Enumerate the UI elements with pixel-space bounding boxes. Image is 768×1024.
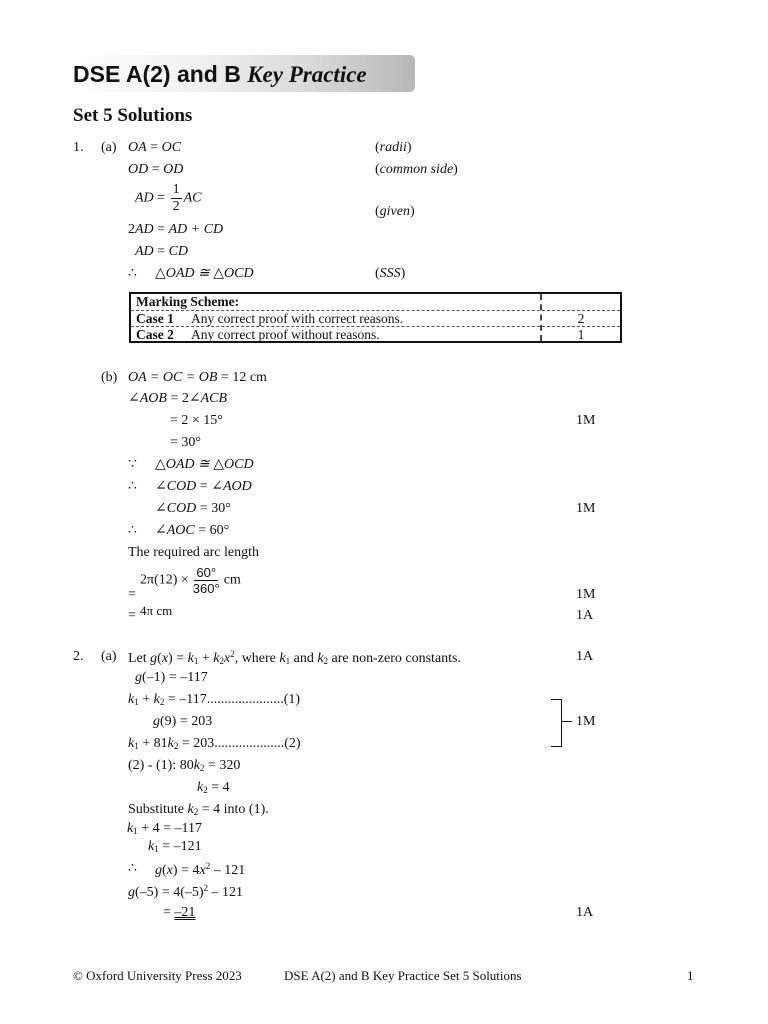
scheme-row bbox=[131, 326, 620, 342]
scheme-case-label: Case 1 bbox=[136, 311, 174, 326]
mark-1m: 1M bbox=[576, 413, 596, 428]
q2a-line-3: $k_1 + k_2 = -117......................(1)$ bbox=[128, 692, 301, 707]
set-title: Set 5 Solutions bbox=[73, 105, 193, 126]
footer-copyright: © Oxford University Press 2023 bbox=[73, 968, 242, 983]
q1a-line-2: OD = OD bbox=[128, 162, 184, 177]
q2a-line-10: $k_1 = -121$ bbox=[148, 839, 202, 854]
q2a-line-6: (2) - (1): $80k_2 = 320$ bbox=[128, 758, 241, 773]
page-number: 1 bbox=[687, 968, 694, 983]
q2a-label: (a) bbox=[101, 649, 117, 664]
bracket-tick bbox=[562, 721, 572, 722]
q1a-reason-3: (given) bbox=[375, 204, 415, 219]
footer-title: DSE A(2) and B Key Practice Set 5 Solutions bbox=[284, 968, 522, 983]
scheme-case-label: Case 2 bbox=[136, 327, 174, 342]
q1b-line-10: 2π(12) × $\frac{60^\circ}{360^\circ}$ cm bbox=[140, 565, 241, 596]
q1a-line-3: AD = $\frac{1}{2}$ AC bbox=[135, 182, 202, 214]
q1a-therefore: ∴ bbox=[128, 266, 137, 281]
q1b-line-6: ∠COD = ∠AOD bbox=[155, 479, 252, 494]
q1b-line-1: OA = OC = OB = 12 cm bbox=[128, 370, 267, 385]
q2a-line-12: $g(-5) = 4(-5)^2 - 121$ bbox=[128, 883, 244, 900]
scheme-header-row bbox=[131, 294, 620, 310]
banner-subtitle: Key Practice bbox=[247, 62, 367, 87]
fraction-half: $\frac{1}{2}$ bbox=[172, 182, 180, 214]
q2a-line-4: g(9) = 203 bbox=[153, 714, 213, 729]
q2a-line-1: Let $g(x) = k_1 + k_2x^2$, where $k_1$ and $k_2$ are non-zero constants. bbox=[128, 649, 461, 666]
mark-1a: 1A bbox=[576, 608, 594, 623]
fraction-angle: $\frac{60^\circ}{360^\circ}$ bbox=[192, 565, 220, 596]
mark-1m: 1M bbox=[576, 587, 596, 602]
q1a-label: (a) bbox=[101, 140, 117, 155]
q1a-line-6: △OAD ≅ △OCD bbox=[155, 266, 254, 281]
q1b-label: (b) bbox=[101, 370, 118, 385]
q1a-line-4: 2AD = AD + CD bbox=[128, 222, 224, 237]
q1a-reason-2: (common side) bbox=[375, 162, 458, 177]
bracket-1m bbox=[551, 699, 562, 747]
q2a-line-5: $k_1 + 81k_2 = 203....................(2)$ bbox=[128, 736, 301, 751]
mark-1m: 1M bbox=[576, 714, 596, 729]
banner-title: DSE A(2) and B bbox=[73, 61, 248, 87]
q1a-line-1: OA = OC bbox=[128, 140, 182, 155]
q1b-line-2: ∠AOB = 2∠ACB bbox=[128, 391, 228, 406]
q1b-line-8: ∠AOC = 60° bbox=[155, 523, 230, 538]
q1b-line-7: ∠COD = 30° bbox=[155, 501, 231, 516]
q2a-line-2: g(–1) = –117 bbox=[135, 670, 208, 685]
because-symbol: ∵ bbox=[128, 457, 137, 472]
q1b-line-4: = 30° bbox=[170, 435, 201, 450]
q1b-line-5: △OAD ≅ △OCD bbox=[155, 457, 254, 472]
q2-number: 2. bbox=[73, 649, 84, 664]
q2a-line-7: $k_2 = 4$ bbox=[197, 780, 230, 795]
scheme-row bbox=[131, 310, 620, 327]
equals-sign: = bbox=[128, 587, 136, 602]
q1-number: 1. bbox=[73, 140, 84, 155]
scheme-title: Marking Scheme: bbox=[136, 294, 240, 309]
header-banner bbox=[66, 55, 415, 92]
q1a-reason-1: (radii) bbox=[375, 140, 412, 155]
q2a-line-8: Substitute $k_2 = 4$ into (1). bbox=[128, 802, 269, 817]
mark-1a: 1A bbox=[576, 649, 594, 664]
q1b-line-3: = 2 × 15° bbox=[170, 413, 223, 428]
q2a-line-11: $g(x) = 4x^2 - 121$ bbox=[155, 861, 246, 878]
q1a-line-5: AD = CD bbox=[135, 244, 189, 259]
therefore-symbol: ∴ bbox=[128, 861, 137, 876]
q2a-line-9: $k_1 + 4 = -117$ bbox=[127, 821, 202, 836]
marking-scheme-table bbox=[129, 292, 622, 343]
scheme-case-desc: Any correct proof with correct reasons. bbox=[191, 311, 404, 326]
q1b-line-9: The required arc length bbox=[128, 545, 259, 560]
scheme-case-mark: 2 bbox=[577, 311, 585, 326]
mark-1m: 1M bbox=[576, 501, 596, 516]
q2a-line-13: = –21 bbox=[163, 905, 196, 920]
q1b-answer: 4π cm bbox=[140, 603, 173, 618]
therefore-symbol: ∴ bbox=[128, 523, 137, 538]
final-answer: –21 bbox=[174, 905, 196, 920]
scheme-case-desc: Any correct proof without reasons. bbox=[191, 327, 380, 342]
equals-sign: = bbox=[128, 608, 136, 623]
scheme-case-mark: 1 bbox=[577, 327, 585, 342]
mark-1a: 1A bbox=[576, 905, 594, 920]
therefore-symbol: ∴ bbox=[128, 479, 137, 494]
q1a-reason-6: (SSS) bbox=[375, 266, 406, 281]
